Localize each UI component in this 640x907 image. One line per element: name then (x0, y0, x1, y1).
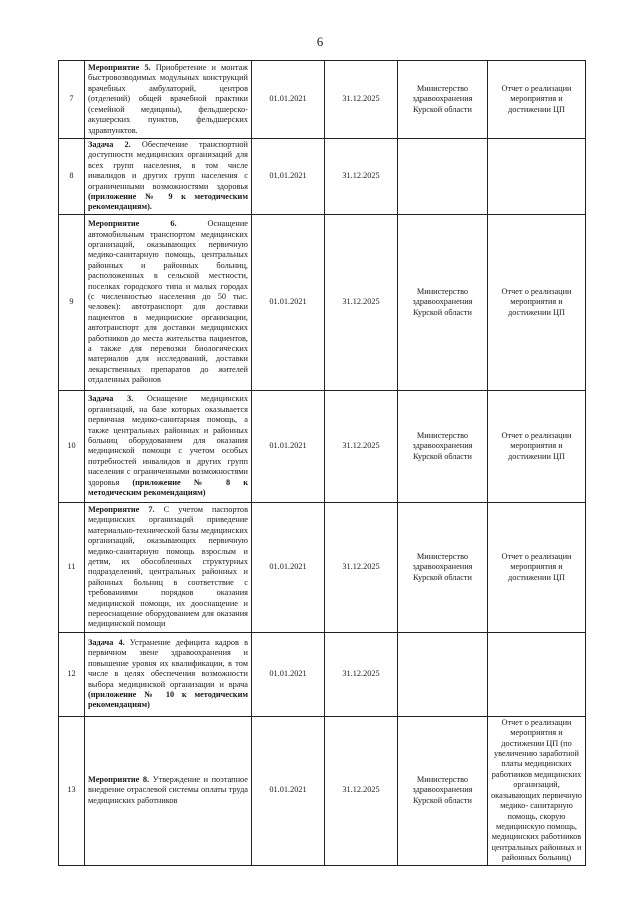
row-number: 7 (59, 61, 85, 139)
table-row (59, 502, 586, 632)
responsible-org: Министерство здравоохранения Курской области (398, 716, 488, 865)
start-date: 01.01.2021 (252, 632, 325, 716)
end-date: 31.12.2025 (325, 214, 398, 390)
responsible-org: Министерство здравоохранения Курской области (398, 390, 488, 502)
row-number: 9 (59, 214, 85, 390)
report-type (488, 632, 586, 716)
responsible-org: Министерство здравоохранения Курской области (398, 214, 488, 390)
start-date: 01.01.2021 (252, 390, 325, 502)
report-type: Отчет о реализации мероприятия и достижении ЦП (по увеличению заработной платы медицинских работников медицинских организаций, оказывающих первичную медико- санитарную помощь, скорую медицинскую помощь, медицинских работников центральных районных и районных больниц) (488, 716, 586, 865)
table-row (59, 632, 586, 716)
responsible-org: Министерство здравоохранения Курской области (398, 502, 488, 632)
row-number: 13 (59, 716, 85, 865)
start-date: 01.01.2021 (252, 214, 325, 390)
table-row (59, 716, 586, 865)
page-number: 6 (316, 34, 324, 49)
end-date: 31.12.2025 (325, 390, 398, 502)
start-date: 01.01.2021 (252, 61, 325, 139)
activity-description: Задача 4. Устранение дефицита кадров в первичном звене здравоохранения и повышение уровня их квалификации, в том числе в целях обеспечения возможности выбора медицинской организации и врача (приложение № 10 к методическим рекомендациям) (85, 632, 252, 716)
start-date: 01.01.2021 (252, 716, 325, 865)
row-number: 8 (59, 139, 85, 215)
end-date: 31.12.2025 (325, 502, 398, 632)
row-number: 10 (59, 390, 85, 502)
start-date: 01.01.2021 (252, 139, 325, 215)
activity-description: Задача 3. Оснащение медицинских организаций, на базе которых оказывается первичная медико-санитарная помощь, а также центральных районных и районных больниц оборудованием для оказания медицинской помощи с учетом особых потребностей инвалидов и других групп населения с ограниченными возможностями здоровья (приложение № 8 к методическим рекомендациям) (85, 390, 252, 502)
responsible-org: Министерство здравоохранения Курской области (398, 61, 488, 139)
activity-description: Мероприятие 6. Оснащение автомобильным транспортом медицинских организаций, оказывающих первичную медико-санитарную помощь, центральных районных и районных больниц, расположенных в сельской местности, поселках городского типа и малых городах (с численностью населения до 50 тыс. человек): автотранспорт для доставки пациентов в медицинские организации, автотранспорт для доставки медицинских работников до места жительства пациентов, а также для перевозки биологических материалов для исследований, доставки лекарственных препаратов до жителей отдаленных районов (85, 214, 252, 390)
activity-description: Мероприятие 5. Приобретение и монтаж быстровозводимых модульных конструкций врачебных амбулаторий, центров (отделений) общей врачебной практики (семейной медицины), фельдшерско-акушерских пунктов, фельдшерских здравпунктов. (85, 61, 252, 139)
start-date: 01.01.2021 (252, 502, 325, 632)
end-date: 31.12.2025 (325, 632, 398, 716)
end-date: 31.12.2025 (325, 139, 398, 215)
table-row (59, 390, 586, 502)
row-number: 11 (59, 502, 85, 632)
table-row (59, 214, 586, 390)
report-type (488, 139, 586, 215)
report-type: Отчет о реализации мероприятия и достижении ЦП (488, 502, 586, 632)
activity-description: Мероприятие 7. С учетом паспортов медицинских организаций приведение материально-технической базы медицинских организаций, оказывающих первичную медико-санитарную помощь взрослым и детям, их обособленных структурных подразделений, центральных районных и районных больниц в соответствие с требованиями порядков оказания медицинской помощи, их дооснащение и переоснащение оборудованием для оказания медицинской помощи (85, 502, 252, 632)
activity-description: Мероприятие 8. Утверждение и поэтапное внедрение отраслевой системы оплаты труда медицинских работников (85, 716, 252, 865)
report-type: Отчет о реализации мероприятия и достижении ЦП (488, 61, 586, 139)
table-row (59, 139, 586, 215)
table-row (59, 61, 586, 139)
end-date: 31.12.2025 (325, 61, 398, 139)
report-type: Отчет о реализации мероприятия и достижении ЦП (488, 214, 586, 390)
row-number: 12 (59, 632, 85, 716)
report-type: Отчет о реализации мероприятия и достижении ЦП (488, 390, 586, 502)
activity-description: Задача 2. Обеспечение транспортной доступности медицинских организаций для всех групп населения, в том числе инвалидов и других групп населения с ограниченными возможностями здоровья (приложение № 9 к методическим рекомендациям). (85, 139, 252, 215)
responsible-org (398, 139, 488, 215)
responsible-org (398, 632, 488, 716)
activities-table (58, 60, 586, 866)
end-date: 31.12.2025 (325, 716, 398, 865)
